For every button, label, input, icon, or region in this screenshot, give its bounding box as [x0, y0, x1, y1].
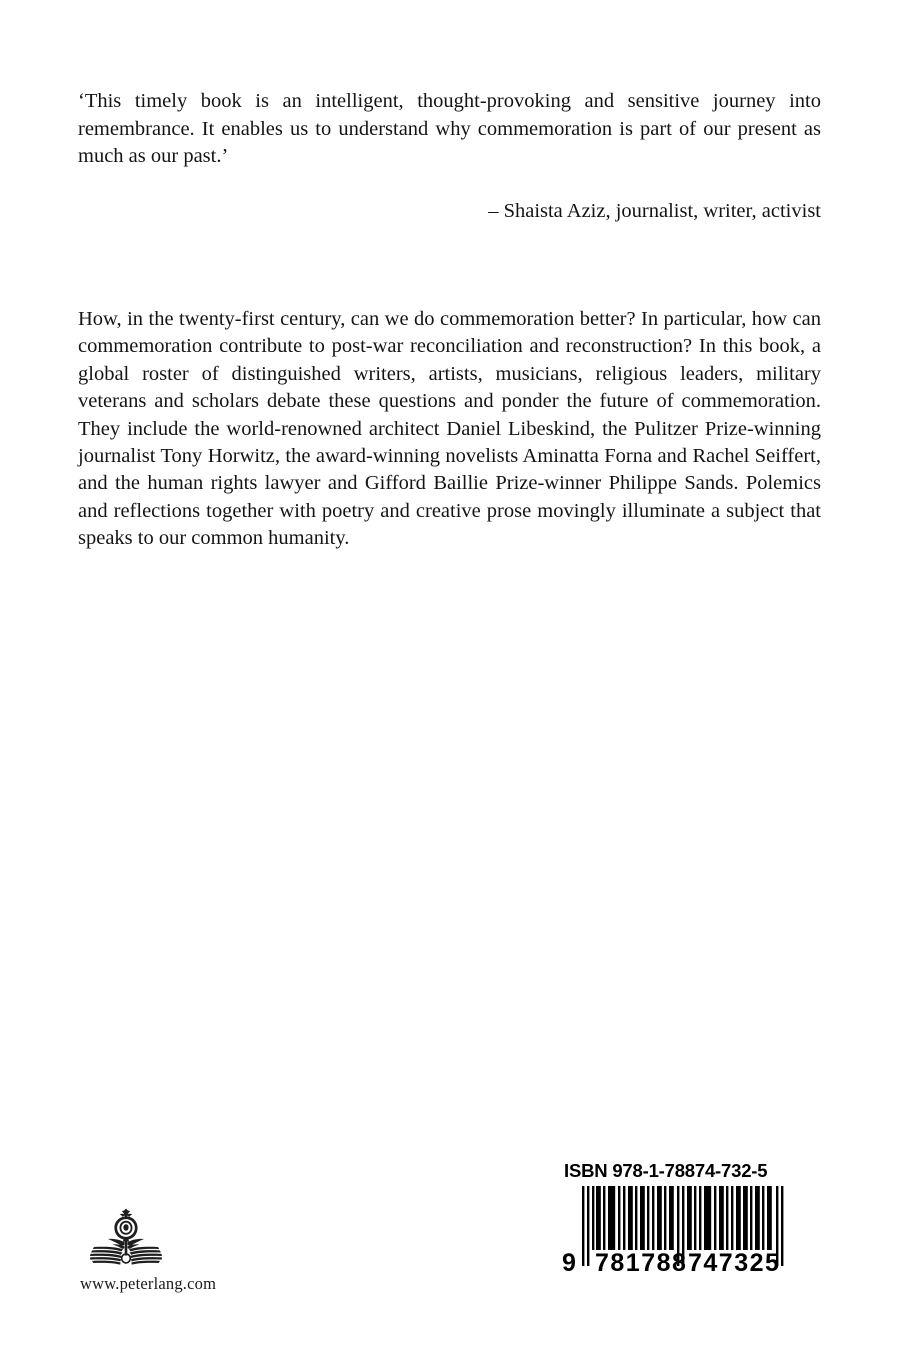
publisher-info: [80, 1206, 310, 1294]
peter-lang-logo-icon: [90, 1206, 162, 1268]
publisher-website-url: www.peterlang.com: [80, 1274, 217, 1293]
ean13-barcode: [562, 1186, 792, 1277]
ean-digits-row: [562, 1249, 792, 1277]
blurb-attribution-text: – Shaista Aziz, journalist, writer, activist: [488, 199, 821, 222]
blurb-quote-text: ‘This timely book is an intelligent, thought-provoking and sensitive journey into remembrance. It enables us to understand why commemoration is part of our present as much as our past.’: [78, 90, 821, 167]
book-description: [78, 306, 821, 553]
ean-lead-digit: 9: [562, 1249, 576, 1277]
endorsement-blurb: [78, 88, 821, 225]
description-paragraph: How, in the twenty-first century, can we do commemoration better? In particular, how can commemoration contribute to post-war reconciliation and reconstruction? In this book, a global roster of distinguished writers, artists, musicians, religious leaders, military veterans and scholars debate these questions and ponder the future of commemoration. They include the world-renowned architect Daniel Libeskind, the Pulitzer Prize-winning journalist Tony Horwitz, the award-winning novelists Aminatta Forna and Rachel Seiffert, and the human rights lawyer and Gifford Baillie Prize-winner Philippe Sands. Polemics and reflections together with poetry and creative prose movingly illuminate a subject that speaks to our common humanity.: [78, 308, 821, 550]
isbn-number-label: ISBN 978-1-78874-732-5: [564, 1160, 768, 1181]
ean-right-group: 747325: [688, 1249, 781, 1277]
isbn-barcode-block: [560, 1160, 800, 1277]
ean-left-group: 781788: [595, 1249, 688, 1277]
